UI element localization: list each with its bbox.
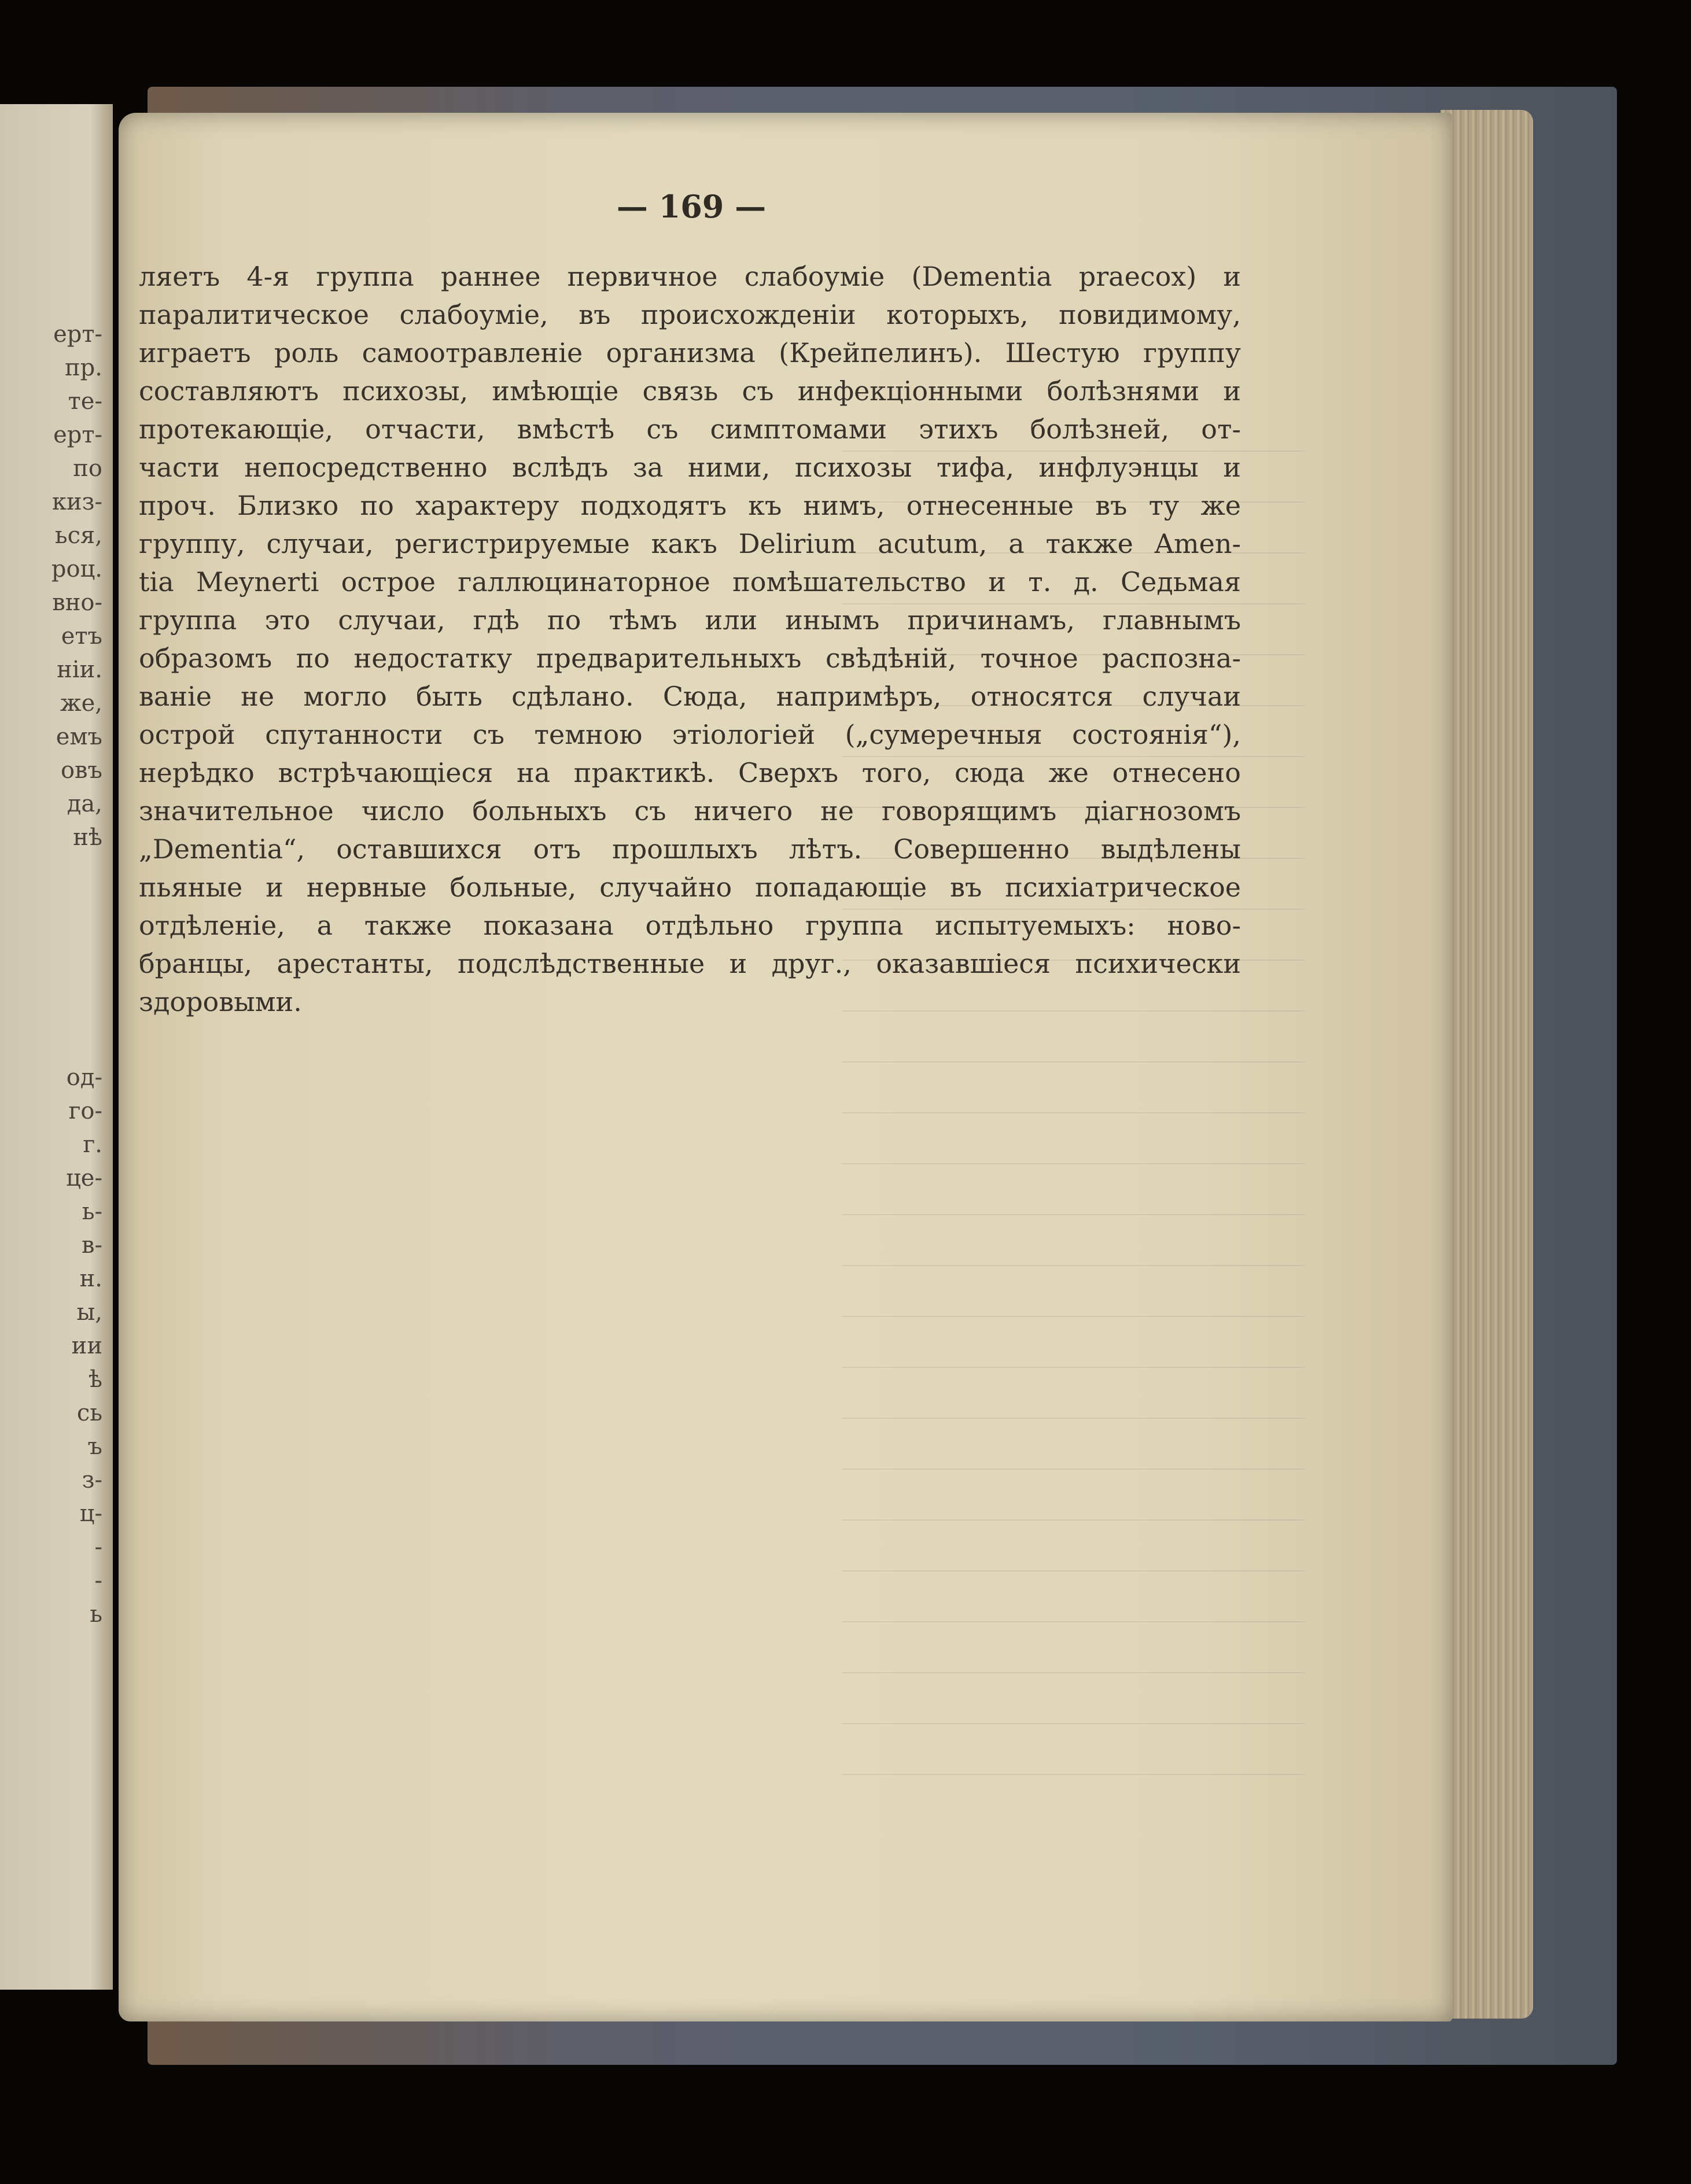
left-page-fragment: - — [94, 1567, 102, 1594]
left-page-fragment: - — [94, 1534, 102, 1560]
text-line: ваніе не могло быть сдѣлано. Сюда, напримѣръ, относятся случаи — [139, 681, 1241, 712]
text-line: бранцы, арестанты, подслѣдственные и друг., оказавшіеся психически — [139, 948, 1241, 979]
left-page-fragment: ии — [71, 1333, 102, 1359]
left-page-fragment: з- — [82, 1467, 102, 1493]
left-page-fragment: сь — [76, 1400, 102, 1426]
text-line: проч. Близко по характеру подходятъ къ нимъ, отнесенные въ ту же — [139, 490, 1241, 521]
left-page-fragment: це- — [66, 1165, 102, 1191]
left-page-fragment: г. — [83, 1131, 102, 1158]
left-page-fragment: роц. — [51, 556, 102, 582]
text-line: протекающіе, отчасти, вмѣстѣ съ симптомами этихъ болѣзней, от- — [139, 414, 1241, 445]
text-line: образомъ по недостатку предварительныхъ свѣдѣній, точное распозна- — [139, 643, 1241, 674]
left-page-fragment: ь- — [82, 1198, 102, 1225]
left-page — [0, 104, 113, 1990]
left-page-fragment: ѣ — [88, 1366, 102, 1393]
left-page-fragment: етъ — [61, 623, 102, 650]
left-page-fragment: те- — [68, 388, 102, 415]
text-line: ляетъ 4-я группа раннее первичное слабоуміе (Dementia praecox) и — [139, 261, 1241, 292]
text-line: части непосредственно вслѣдъ за ними, психозы тифа, инфлуэнцы и — [139, 452, 1241, 483]
text-line: tia Meynerti острое галлюцинаторное помѣшательство и т. д. Седьмая — [139, 566, 1241, 597]
left-page-fragment: н. — [79, 1266, 102, 1292]
text-line: пьяные и нервные больные, случайно попадающіе въ психіатрическое — [139, 872, 1241, 903]
left-page-fragment: ь — [90, 1601, 102, 1628]
left-page-fragment: пр. — [65, 355, 102, 381]
left-page-fragment: овъ — [60, 757, 102, 784]
left-page-fragment: по — [73, 455, 102, 482]
left-page-fragment: од- — [66, 1064, 102, 1091]
left-page-fragment: ніи. — [57, 656, 102, 683]
left-page-fragment: ц- — [79, 1500, 102, 1527]
text-line: острой спутанности съ темною этіологіей („сумеречныя состоянія“), — [139, 719, 1241, 750]
left-page-fragment: ы, — [76, 1299, 102, 1326]
left-page-fragment: ъ — [87, 1433, 102, 1460]
text-line: составляютъ психозы, имѣющіе связь съ инфекціонными болѣзнями и — [139, 375, 1241, 407]
text-line: группа это случаи, гдѣ по тѣмъ или инымъ причинамъ, главнымъ — [139, 604, 1241, 636]
left-page-fragment: ерт- — [53, 321, 102, 348]
page-edge — [1441, 110, 1533, 2019]
left-page-fragment: киз- — [52, 489, 102, 515]
left-page-fragment: да, — [67, 791, 102, 817]
text-line: группу, случаи, регистрируемые какъ Delirium acutum, а также Amen- — [139, 528, 1241, 559]
text-line: „Dementia“, оставшихся отъ прошлыхъ лѣтъ. Совершенно выдѣлены — [139, 833, 1241, 865]
left-page-fragment: в- — [81, 1232, 102, 1259]
text-line: нерѣдко встрѣчающіеся на практикѣ. Сверхъ того, сюда же отнесено — [139, 757, 1241, 788]
left-page-fragment: вно- — [52, 589, 102, 616]
text-line: отдѣленіе, а также показана отдѣльно группа испытуемыхъ: ново- — [139, 910, 1241, 941]
left-page-fragment: нѣ — [73, 824, 102, 851]
left-page-fragment: ься, — [54, 522, 102, 549]
left-page-fragment: ерт- — [53, 422, 102, 448]
body-text — [139, 257, 1241, 1021]
left-page-fragment: го- — [68, 1098, 102, 1124]
left-page-fragment: емъ — [56, 724, 102, 750]
text-line: здоровыми. — [139, 986, 302, 1017]
text-line: значительное число больныхъ съ ничего не говорящимъ діагнозомъ — [139, 795, 1241, 827]
text-line: играетъ роль самоотравленіе организма (Крейпелинъ). Шестую группу — [139, 337, 1241, 368]
text-line: паралитическое слабоуміе, въ происхожденіи которыхъ, повидимому, — [139, 299, 1241, 330]
page-number: — 169 — — [616, 188, 767, 225]
left-page-fragment: же, — [60, 690, 102, 717]
